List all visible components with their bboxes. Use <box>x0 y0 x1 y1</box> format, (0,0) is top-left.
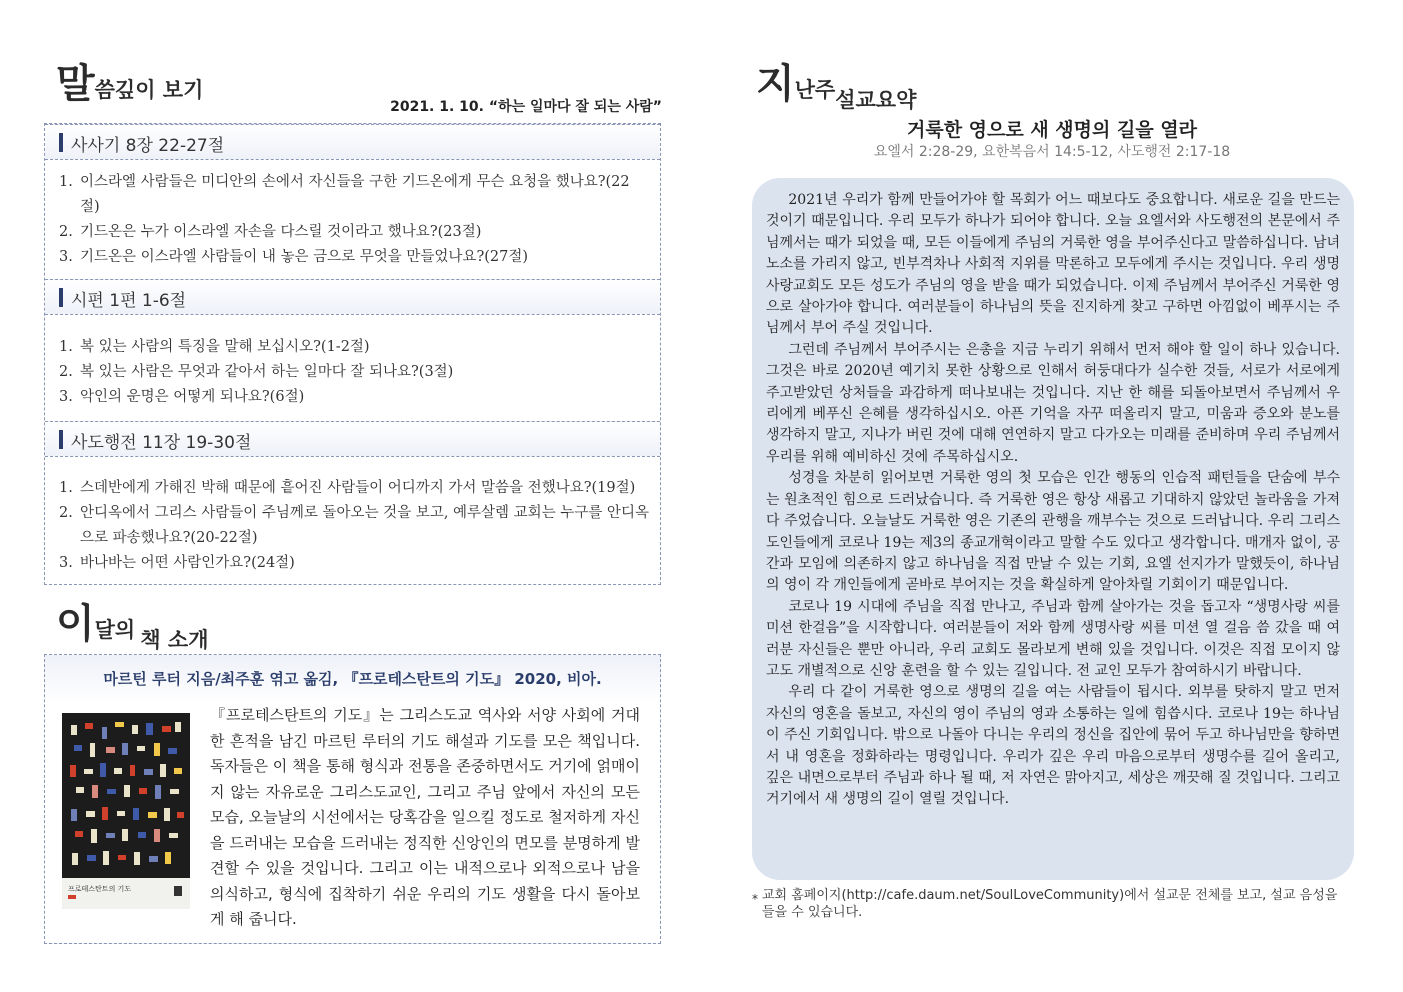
sermon-paragraph: 성경을 차분히 읽어보면 거룩한 영의 첫 모습은 인간 행동의 인습적 패턴들을 단숨에 부수는 원초적인 힘으로 드러났습니다. 즉 거룩한 영은 항상 새롭고 기대하지 않았던 놀라움을 가져다 주었습니다. 오늘날도 거룩한 영은 기존의 관행을 깨부수는 것으로 드러납니다. 우리 그리스도인들에게 코로나 19는 제3의 종교개혁이라고 말할 수도 있다고 생각합니다. 매개자 없이, 공간과 모임에 의존하지 않고 하나님을 직접 만날 수 있는 기회, 요엘 선지가가 말했듯이, 하나님의 영이 각 개인들에게 곧바로 부어지는 것을 확실하게 알아차릴 기회이기 때문입니다. <box>766 470 1340 594</box>
header-bar <box>59 133 63 152</box>
sermon-title: 거룩한 영으로 새 생명의 길을 열라 <box>906 119 1198 141</box>
question-item: 1. 복 있는 사람의 특징을 말해 보십시오?(1-2절) <box>59 339 370 355</box>
publisher-logo <box>174 886 182 896</box>
heading-initial: 이 <box>56 601 95 647</box>
sermon-paragraph: 우리 다 같이 거룩한 영으로 생명의 길을 여는 사람들이 됩시다. 외부를 탓하지 말고 먼저 자신의 영혼을 돌보고, 자신의 영이 주님의 영과 소통하는 일에 힘씁시다. 코로나 19는 하나님이 주신 기회입니다. 밖으로 나돌아 다니는 우리의 정신을 집안에 묶어 두고 하나님만을 향하면서 내 영혼을 정화하라는 명령입니다. 우리가 깊은 우리 마음으로부터 생명수를 길어 올리고, 깊은 내면으로부터 주님과 하나 될 때, 저 자연은 맑아지고, 세상은 깨끗해 질 것입니다. 그리고 거기에서 새 생명의 길이 열릴 것입니다. <box>766 684 1340 808</box>
footnote-text: 교회 홈페이지(http://cafe.daum.net/SoulLoveCommunity)에서 설교문 전체를 보고, 설교 음성을 들을 수 있습니다. <box>762 888 1338 920</box>
sermon-scripture-reference: 요엘서 2:28-29, 요한복음서 14:5-12, 사도행전 2:17-18 <box>873 144 1231 160</box>
question-item: 3. 악인의 운명은 어떻게 되나요?(6절) <box>59 389 305 405</box>
footnote <box>752 887 1352 921</box>
book-intro-box <box>44 654 661 944</box>
question-list <box>59 476 649 576</box>
scripture-title: 시편 1편 1-6절 <box>71 291 187 311</box>
book-description: 『프로테스탄트의 기도』는 그리스도교 역사와 서양 사회에 거대한 흔적을 남긴 마르틴 루터의 기도 해설과 기도를 모은 책입니다. 독자들은 이 책을 통해 형식과 전통을 존중하면서도 거기에 얽매이지 않는 자유로운 그리스도교인, 그리고 주님 앞에서 자신의 모든 모습, 오늘날의 시선에서는 당혹감을 일으킬 정도로 철저하게 자신을 드러내는 모습을 드러내는 정직한 신앙인의 면모를 분명하게 발견할 수 있을 것입니다. 그리고 이는 내적으로나 외적으로나 남을 의식하고, 형식에 집착하기 쉬운 우리의 기도 생활을 다시 돌아보게 해 줍니다. <box>210 706 640 928</box>
scripture-title: 사사기 8장 22-27절 <box>71 136 225 156</box>
scripture-header <box>45 124 660 160</box>
heading-mid: 난주 <box>794 78 836 102</box>
sermon-paragraph: 2021년 우리가 함께 만들어가야 할 목회가 어느 때보다도 중요합니다. 새로운 길을 만드는 것이기 때문입니다. 우리 모두가 하나가 되어야 합니다. 오늘 요엘서와 사도행전의 본문에서 주님께서는 때가 되었을 때, 모든 이들에게 주님의 거룩한 영을 부어주신다고 말씀하십니다. 남녀노소를 가리지 않고, 빈부격차나 사회적 지위를 막론하고 모두에게 주시는 것입니다. 우리 생명사랑교회도 모든 성도가 주님의 영을 받을 때가 되었습니다. 이제 주님께서 부어주신 거룩한 영으로 살아가야 합니다. 여러분들이 하나님의 뜻을 진지하게 찾고 구하면 아낌없이 베푸시는 주님께서 부어 주실 것입니다. <box>766 192 1340 337</box>
question-item: 2. 안디옥에서 그리스 사람들이 주님께로 돌아오는 것을 보고, 예루살렘 교회는 누구를 안디옥으로 파송했나요?(20-22절) <box>59 505 649 546</box>
heading-rest: 책 소개 <box>140 628 209 652</box>
section-heading-sermon-summary <box>756 52 917 112</box>
sermon-paragraph: 그런데 주님께서 부어주시는 은총을 지금 누리기 위해서 먼저 해야 할 일이 하나 있습니다. 그것은 바로 2020년 예기치 못한 상황으로 인해서 허둥대다가 실수한 것들, 서로가 서로에게 주고받았던 상처들을 과감하게 떠나보내는 것입니다. 지난 한 해를 되돌아보면서 주님께서 우리에게 베푸신 은혜를 생각하십시오. 아픈 기억을 자꾸 떠올리지 말고, 미움과 증오와 분노를 생각하지 말고, 지나가 버린 것에 대해 연연하지 말고 다가오는 미래를 준비하며 우리 주님께서 우리를 위해 예비하신 것에 주목하십시오. <box>766 341 1340 465</box>
section-heading-book-intro <box>56 592 209 652</box>
date-line: 2021. 1. 10. “하는 일마다 잘 되는 사람” <box>390 99 662 115</box>
book-cover-label-panel <box>62 878 190 909</box>
question-item: 3. 바나바는 어떤 사람인가요?(24절) <box>59 555 295 571</box>
question-item: 3. 기드온은 이스라엘 사람들이 내 놓은 금으로 무엇을 만들었나요?(27절) <box>59 249 528 265</box>
question-box <box>44 123 661 585</box>
scripture-header <box>45 279 660 315</box>
question-item: 1. 이스라엘 사람들은 미디안의 손에서 자신들을 구한 기드온에게 무슨 요청을 했나요?(22절) <box>59 174 630 215</box>
heading-initial: 지 <box>756 61 795 107</box>
scripture-header <box>45 421 660 457</box>
book-cover-image <box>62 713 190 909</box>
question-item: 1. 스데반에게 가해진 박해 때문에 흩어진 사람들이 어디까지 가서 말씀을 전했나요?(19절) <box>59 480 636 496</box>
book-cover-pattern <box>62 713 190 878</box>
question-list <box>59 335 649 410</box>
heading-mid: 달의 <box>94 618 136 642</box>
heading-initial: 말 <box>56 61 95 107</box>
question-item: 2. 복 있는 사람은 무엇과 같아서 하는 일마다 잘 되나요?(3절) <box>59 364 454 380</box>
book-citation: 마르틴 루터 지음/최주훈 엮고 옮김, 『프로테스탄트의 기도』 2020, 비아. <box>103 670 602 688</box>
book-cover-title: 프로테스탄트의 기도 <box>68 885 132 893</box>
sermon-paragraph: 코로나 19 시대에 주님을 직접 만나고, 주님과 함께 살아가는 것을 돕고자 “생명사랑 씨를 미션 한걸음”을 시작합니다. 여러분들이 저와 함께 생명사랑 씨를 미션 열 걸음 씀 갔을 때 여러분 자신들은 뿐만 아니라, 우리 교회도 몰라보게 변해 있을 것입니다. 이것은 직접 모이지 않고도 개별적으로 신앙 훈련을 할 수 있는 길입니다. 전 교인 모두가 참여하시기 바랍니다. <box>766 598 1340 679</box>
question-item: 2. 기드온은 누가 이스라엘 자손을 다스릴 것이라고 했나요?(23절) <box>59 224 482 240</box>
publisher-mark <box>68 895 76 899</box>
footnote-marker: * <box>752 892 758 906</box>
scripture-title: 사도행전 11장 19-30절 <box>71 433 252 453</box>
sermon-summary-box <box>752 178 1354 880</box>
heading-rest: 설교요약 <box>835 88 917 112</box>
section-heading-word-study <box>56 52 203 109</box>
header-bar <box>59 430 63 449</box>
heading-rest: 씀깊이 보기 <box>94 78 204 102</box>
question-list <box>59 170 649 270</box>
header-bar <box>59 288 63 307</box>
